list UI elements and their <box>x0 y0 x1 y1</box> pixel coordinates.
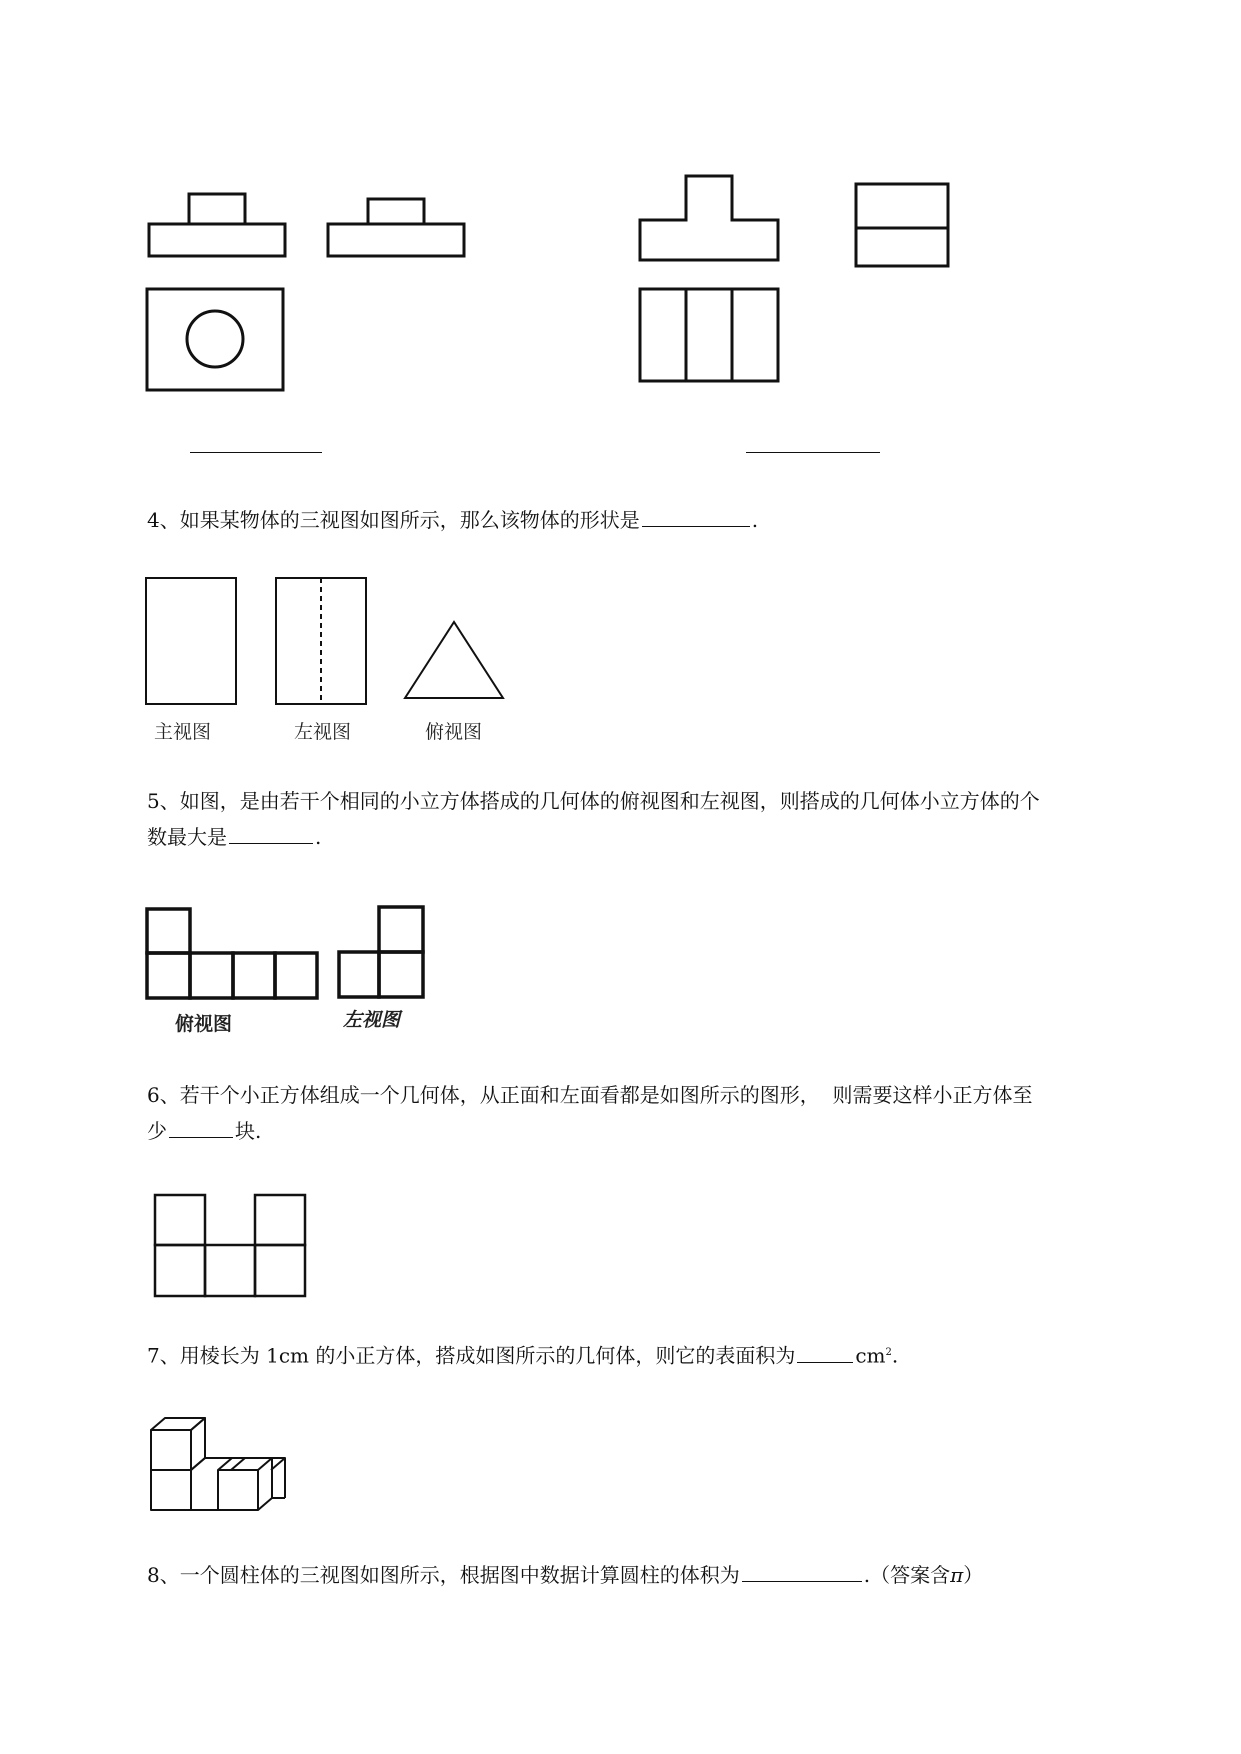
view-label-front: 主视图 <box>154 721 212 743</box>
unit-exponent: 2 <box>885 1347 892 1358</box>
cube-edge <box>218 1458 232 1470</box>
question-4-figure <box>140 572 520 747</box>
view-label-top: 俯视图 <box>425 721 483 743</box>
question-text-end: .（答案含 <box>863 1563 951 1587</box>
view-square <box>255 1245 305 1296</box>
question-8 <box>147 1558 1157 1592</box>
view-label-left: 左视图 <box>294 721 352 743</box>
cube-side-face <box>258 1458 272 1510</box>
question-number: 5、 <box>147 789 180 813</box>
side-view-top-block <box>368 199 424 224</box>
top-view-square <box>233 953 275 998</box>
question-7 <box>147 1336 1157 1373</box>
front-view-top-block <box>189 194 245 224</box>
side-view-base <box>328 224 464 256</box>
left-view-square <box>379 952 423 997</box>
question-5-figure <box>143 900 443 1040</box>
question-text-end: . <box>315 825 322 849</box>
question-number: 8、 <box>147 1563 180 1587</box>
question-text-end: . <box>751 508 759 532</box>
top-view-circle <box>187 311 243 367</box>
top-view-rectangle <box>640 289 778 381</box>
top-left-three-views-figure <box>145 190 485 400</box>
answer-line-right <box>746 452 880 453</box>
question-text: 少 <box>147 1119 167 1143</box>
question-7-cube-figure <box>148 1408 298 1518</box>
top-view-square <box>147 953 190 998</box>
question-number: 4、 <box>147 508 180 532</box>
question-5-line-1 <box>147 784 1157 818</box>
top-view-square <box>147 909 190 953</box>
question-text: 如果某物体的三视图如图所示，那么该物体的形状是 <box>179 508 640 532</box>
front-view-rectangle <box>146 578 236 704</box>
question-number: 6、 <box>147 1083 180 1107</box>
answer-blank[interactable] <box>797 1340 853 1363</box>
answer-blank[interactable] <box>742 1559 862 1582</box>
closing-paren: ） <box>963 1563 984 1587</box>
answer-blank[interactable] <box>169 1115 233 1138</box>
cube-front-face <box>218 1470 258 1510</box>
view-square <box>205 1245 255 1296</box>
question-number: 7、 <box>147 1343 180 1368</box>
answer-blank[interactable] <box>229 821 313 844</box>
view-square <box>155 1245 205 1296</box>
top-view-square <box>275 953 317 998</box>
question-text: 若干个小正方体组成一个几何体，从正面和左面看都是如图所示的图形， 则需要这样小正方体至 <box>179 1083 1033 1107</box>
question-text-end: 块. <box>235 1119 262 1143</box>
question-text-end: . <box>891 1343 899 1368</box>
question-6-line-1 <box>147 1078 1157 1112</box>
question-text: 用棱长为 1cm 的小正方体，搭成如图所示的几何体，则它的表面积为 <box>179 1343 796 1368</box>
left-view-square <box>379 907 423 952</box>
cube-front-face <box>151 1470 191 1510</box>
cube-edge <box>231 1458 245 1470</box>
question-6-line-2 <box>147 1114 1157 1148</box>
front-view-t-shape <box>640 176 778 260</box>
answer-line-left <box>190 452 322 453</box>
question-text: 如图，是由若干个相同的小立方体搭成的几何体的俯视图和左视图，则搭成的几何体小立方体的个 <box>179 789 1040 813</box>
question-5-line-2 <box>147 820 1157 854</box>
pi-symbol: π <box>950 1563 964 1587</box>
top-right-three-views-figure <box>638 172 958 392</box>
view-label-top: 俯视图 <box>175 1013 233 1035</box>
question-6 <box>147 1078 1157 1148</box>
unit: cm <box>855 1343 886 1368</box>
left-view-square <box>339 952 379 997</box>
front-view-base <box>149 224 285 256</box>
side-view-rectangle <box>856 184 948 266</box>
top-view-rectangle <box>147 289 283 390</box>
answer-blank[interactable] <box>642 504 750 527</box>
cube-front-face <box>151 1430 191 1470</box>
view-square <box>255 1195 305 1245</box>
question-text: 一个圆柱体的三视图如图所示，根据图中数据计算圆柱的体积为 <box>179 1563 740 1587</box>
question-text: 数最大是 <box>147 825 227 849</box>
view-square <box>155 1195 205 1245</box>
question-6-figure <box>150 1190 320 1305</box>
top-view-square <box>190 953 233 998</box>
question-4 <box>147 503 1157 537</box>
question-5 <box>147 784 1157 854</box>
view-label-left: 左视图 <box>343 1009 401 1031</box>
cube-side-face <box>191 1418 205 1470</box>
top-view-triangle <box>405 622 503 698</box>
